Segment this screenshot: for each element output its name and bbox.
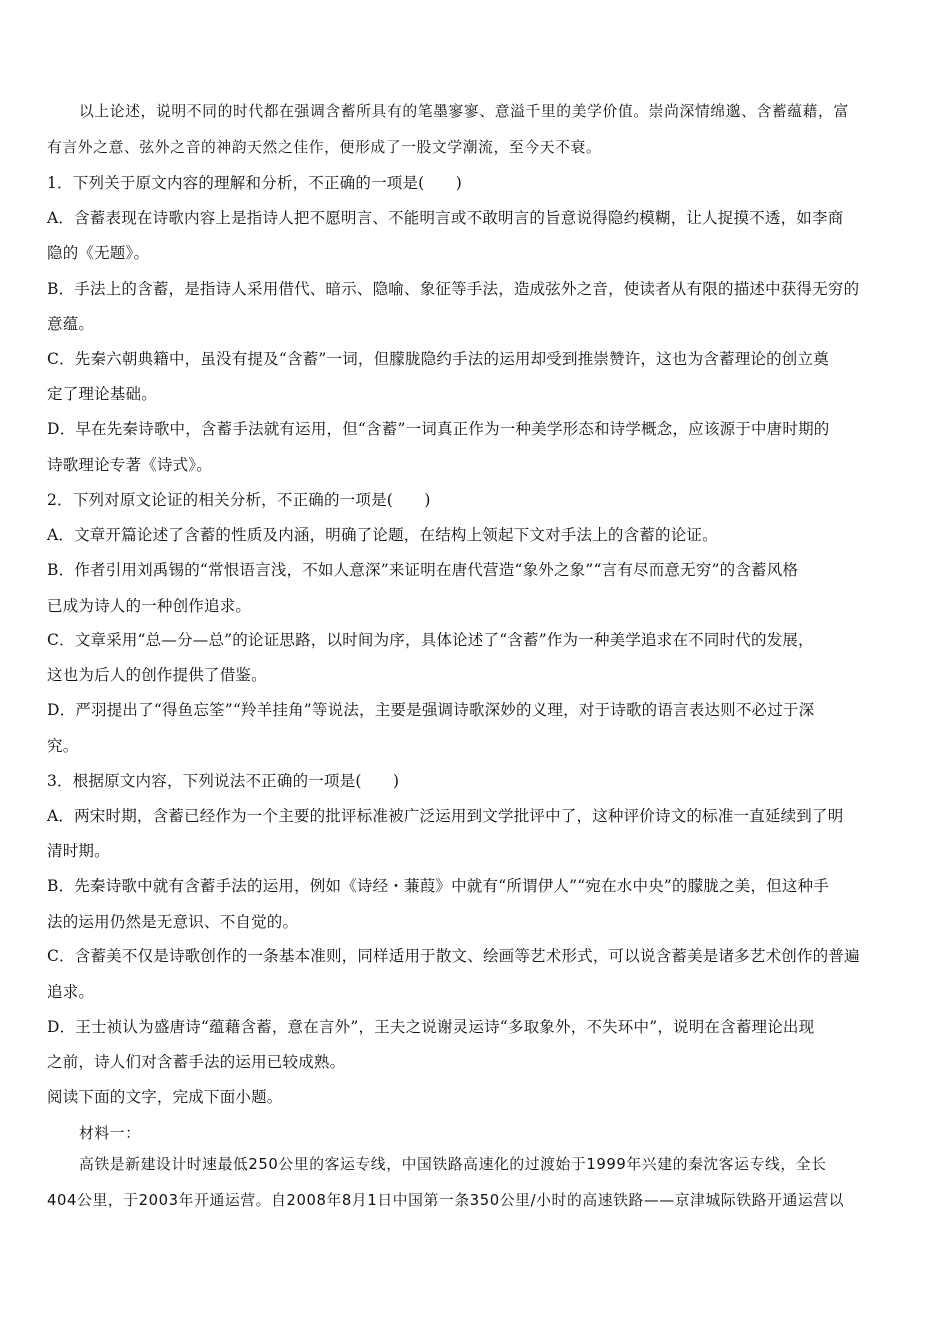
question-1-option-a-cont: 隐的《无题》。 [47, 244, 150, 262]
material-line-2: 404公里，于2003年开通运营。自2008年8月1日中国第一条350公里/小时的高速铁路——京津城际铁路开通运营以 [47, 1192, 845, 1209]
question-1-option-b: B．手法上的含蓄，是指诗人采用借代、暗示、隐喻、象征等手法，造成弦外之音，使读者从有限的描述中获得无穷的 [47, 280, 860, 298]
question-1-option-d-cont: 诗歌理论专著《诗式》。 [47, 456, 212, 474]
question-2-option-b-cont: 已成为诗人的一种创作追求。 [47, 597, 252, 615]
question-2-option-a: A．文章开篇论述了含蓄的性质及内涵，明确了论题，在结构上领起下文对手法上的含蓄的论证。 [47, 526, 718, 544]
material-line-1: 高铁是新建设计时速最低250公里的客运专线，中国铁路高速化的过渡始于1999年兴建的秦沈客运专线，全长 [79, 1156, 827, 1173]
question-2-option-b: B．作者引用刘禹锡的“常恨语言浅，不如人意深”来证明在唐代营造“象外之象”“言有尽而意无穷”的含蓄风格 [47, 561, 799, 579]
question-2-option-d: D．严羽提出了“得鱼忘筌”“羚羊挂角”等说法，主要是强调诗歌深妙的义理，对于诗歌的语言表达则不必过于深 [47, 701, 815, 719]
question-1-option-a: A．含蓄表现在诗歌内容上是指诗人把不愿明言、不能明言或不敢明言的旨意说得隐约模糊，让人捉摸不透，如李商 [47, 209, 844, 227]
passage-end-line-1: 以上论述，说明不同的时代都在强调含蓄所具有的笔墨寥寥、意溢千里的美学价值。崇尚深情绵邈、含蓄蕴藉，富 [79, 103, 849, 120]
question-1-option-d: D．早在先秦诗歌中，含蓄手法就有运用，但“含蓄”一词真正作为一种美学形态和诗学概念，应该源于中唐时期的 [47, 420, 830, 438]
reading-instruction: 阅读下面的文字，完成下面小题。 [47, 1088, 283, 1106]
question-3-option-d-cont: 之前，诗人们对含蓄手法的运用已较成熟。 [47, 1053, 346, 1071]
question-1-option-c: C．先秦六朝典籍中，虽没有提及“含蓄”一词，但朦胧隐约手法的运用却受到推崇赞许，这也为含蓄理论的创立奠 [47, 350, 829, 368]
question-1-option-b-cont: 意蕴。 [47, 315, 95, 333]
question-3-option-a-cont: 清时期。 [47, 842, 110, 860]
question-1-option-c-cont: 定了理论基础。 [47, 385, 157, 403]
passage-end-line-2: 有言外之意、弦外之音的神韵天然之佳作，便形成了一股文学潮流，至今天不衰。 [47, 139, 602, 156]
question-3-option-b: B．先秦诗歌中就有含蓄手法的运用，例如《诗经・蒹葭》中就有“所谓伊人”“宛在水中央”的朦胧之美，但这种手 [47, 877, 829, 895]
question-3-stem: 3．根据原文内容，下列说法不正确的一项是( ) [47, 772, 400, 790]
question-2-stem: 2．下列对原文论证的相关分析，不正确的一项是( ) [47, 491, 431, 509]
question-3-option-b-cont: 法的运用仍然是无意识、不自觉的。 [47, 913, 299, 931]
material-label: 材料一： [79, 1125, 141, 1142]
question-2-option-c: C．文章采用“总—分—总”的论证思路，以时间为序，具体论述了“含蓄”作为一种美学追求在不同时代的发展， [47, 631, 814, 649]
question-2-option-d-cont: 究。 [47, 737, 79, 755]
question-3-option-c-cont: 追求。 [47, 983, 95, 1001]
question-1-stem: 1．下列关于原文内容的理解和分析，不正确的一项是( ) [47, 174, 463, 192]
question-2-option-c-cont: 这也为后人的创作提供了借鉴。 [47, 666, 267, 684]
question-3-option-a: A．两宋时期，含蓄已经作为一个主要的批评标准被广泛运用到文学批评中了，这种评价诗文的标准一直延续到了明 [47, 807, 844, 825]
question-3-option-d: D．王士祯认为盛唐诗“蕴藉含蓄，意在言外”，王夫之说谢灵运诗“多取象外，不失环中”，说明在含蓄理论出现 [47, 1018, 815, 1036]
question-3-option-c: C．含蓄美不仅是诗歌创作的一条基本准则，同样适用于散文、绘画等艺术形式，可以说含蓄美是诸多艺术创作的普遍 [47, 947, 860, 965]
